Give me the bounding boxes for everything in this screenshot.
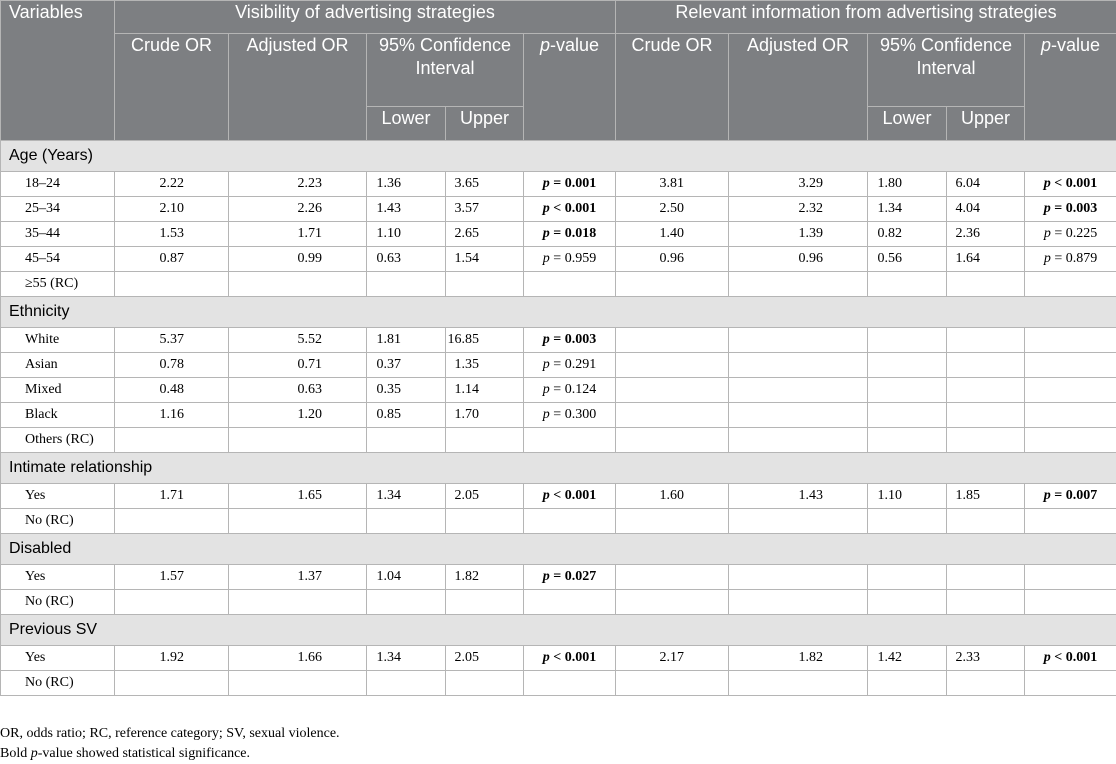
ci-lower-cell-2 (868, 353, 947, 378)
ci-upper-cell: 2.65 (446, 222, 524, 247)
table-body (1, 141, 1116, 696)
table-row (1, 378, 1116, 403)
crude-or-cell: 1.71 (115, 484, 229, 509)
p-value-cell (524, 428, 616, 453)
table-row (1, 565, 1116, 590)
adjusted-or-cell-2: 1.43 (729, 484, 868, 509)
p-value-cell (524, 272, 616, 297)
adjusted-or-cell-2 (729, 272, 868, 297)
ci-lower-cell: 0.37 (367, 353, 446, 378)
ci-lower-cell-2: 0.56 (868, 247, 947, 272)
ci-upper-cell-2 (947, 378, 1025, 403)
crude-or-cell: 0.78 (115, 353, 229, 378)
ci-lower-cell: 1.04 (367, 565, 446, 590)
crude-or-cell: 1.16 (115, 403, 229, 428)
row-label: Others (RC) (1, 428, 115, 453)
ci-upper-cell-2: 1.64 (947, 247, 1025, 272)
ci-upper-cell: 1.70 (446, 403, 524, 428)
ci-upper-cell: 3.57 (446, 197, 524, 222)
lower-header-2: Lower (868, 107, 947, 141)
ci-upper-cell-2 (947, 328, 1025, 353)
table-row (1, 646, 1116, 671)
row-label: 45–54 (1, 247, 115, 272)
adjusted-or-cell: 1.65 (229, 484, 367, 509)
row-label: ≥55 (RC) (1, 272, 115, 297)
table-row (1, 172, 1116, 197)
row-label: Mixed (1, 378, 115, 403)
ci-lower-cell (367, 671, 446, 696)
crude-or-cell: 5.37 (115, 328, 229, 353)
adjusted-or-cell (229, 590, 367, 615)
p-value-cell-2: p = 0.007 (1025, 484, 1116, 509)
p-value-cell-2: p = 0.879 (1025, 247, 1116, 272)
ci-lower-cell: 0.63 (367, 247, 446, 272)
adjusted-or-cell-2 (729, 590, 868, 615)
row-label: Black (1, 403, 115, 428)
table-row (1, 484, 1116, 509)
crude-or-cell: 1.57 (115, 565, 229, 590)
adjusted-or-cell (229, 671, 367, 696)
p-value-cell: p = 0.300 (524, 403, 616, 428)
row-label: White (1, 328, 115, 353)
adjusted-or-cell: 2.26 (229, 197, 367, 222)
p-value-cell: p < 0.001 (524, 484, 616, 509)
section-title: Disabled (1, 534, 1116, 565)
ci-upper-cell-2 (947, 590, 1025, 615)
ci-lower-cell-2 (868, 671, 947, 696)
visibility-group-header: Visibility of advertising strategies (115, 1, 616, 34)
ci-upper-cell (446, 509, 524, 534)
ci-upper-cell: 2.05 (446, 484, 524, 509)
p-value-cell-2 (1025, 428, 1116, 453)
crude-or-cell-2: 0.96 (616, 247, 729, 272)
crude-or-cell (115, 671, 229, 696)
adjusted-or-cell: 5.52 (229, 328, 367, 353)
ci-lower-cell-2: 1.80 (868, 172, 947, 197)
ci-upper-cell-2 (947, 272, 1025, 297)
ci-upper-cell-2: 2.33 (947, 646, 1025, 671)
adjusted-or-cell: 2.23 (229, 172, 367, 197)
p-value-cell: p = 0.018 (524, 222, 616, 247)
row-label: No (RC) (1, 509, 115, 534)
row-label: Yes (1, 565, 115, 590)
lower-header: Lower (367, 107, 446, 141)
p-value-cell (524, 590, 616, 615)
ci-lower-cell: 0.85 (367, 403, 446, 428)
ci-upper-cell (446, 428, 524, 453)
ci-lower-cell-2 (868, 565, 947, 590)
row-label: Yes (1, 646, 115, 671)
crude-or-cell: 2.10 (115, 197, 229, 222)
adjusted-or-cell (229, 428, 367, 453)
row-label: Yes (1, 484, 115, 509)
ci-header-2: 95% Confidence Interval (868, 34, 1025, 107)
p-value-cell: p = 0.959 (524, 247, 616, 272)
table-row (1, 509, 1116, 534)
adjusted-or-cell: 0.63 (229, 378, 367, 403)
adjusted-or-cell: 1.71 (229, 222, 367, 247)
ci-upper-cell (446, 671, 524, 696)
p-value-cell-2 (1025, 378, 1116, 403)
ci-lower-cell (367, 272, 446, 297)
p-value-cell-2 (1025, 565, 1116, 590)
section-row (1, 297, 1116, 328)
ci-lower-cell: 1.43 (367, 197, 446, 222)
p-value-cell-2: p < 0.001 (1025, 646, 1116, 671)
crude-or-cell: 1.53 (115, 222, 229, 247)
ci-upper-cell: 1.54 (446, 247, 524, 272)
section-title: Intimate relationship (1, 453, 1116, 484)
adjusted-or-header: Adjusted OR (229, 34, 367, 141)
section-title: Age (Years) (1, 141, 1116, 172)
crude-or-cell (115, 509, 229, 534)
table-row (1, 353, 1116, 378)
ci-upper-cell: 1.14 (446, 378, 524, 403)
section-row (1, 534, 1116, 565)
adjusted-or-cell-2 (729, 671, 868, 696)
crude-or-cell: 1.92 (115, 646, 229, 671)
adjusted-or-cell-2: 1.39 (729, 222, 868, 247)
table-row (1, 222, 1116, 247)
p-value-cell (524, 509, 616, 534)
adjusted-or-cell-2 (729, 403, 868, 428)
crude-or-cell-2 (616, 272, 729, 297)
table-row (1, 247, 1116, 272)
adjusted-or-cell: 0.99 (229, 247, 367, 272)
ci-upper-cell-2 (947, 565, 1025, 590)
ci-upper-cell (446, 272, 524, 297)
adjusted-or-cell-2 (729, 565, 868, 590)
ci-upper-cell: 3.65 (446, 172, 524, 197)
table-row (1, 197, 1116, 222)
crude-or-cell-2: 2.50 (616, 197, 729, 222)
crude-or-cell: 2.22 (115, 172, 229, 197)
ci-lower-cell-2 (868, 272, 947, 297)
ci-lower-cell-2 (868, 590, 947, 615)
crude-or-cell-2 (616, 509, 729, 534)
ci-lower-cell: 0.35 (367, 378, 446, 403)
ci-upper-cell-2 (947, 671, 1025, 696)
ci-upper-cell-2: 4.04 (947, 197, 1025, 222)
ci-lower-cell (367, 428, 446, 453)
ci-lower-cell-2: 1.10 (868, 484, 947, 509)
p-value-cell-2 (1025, 403, 1116, 428)
ci-lower-cell-2 (868, 509, 947, 534)
adjusted-or-cell-2: 1.82 (729, 646, 868, 671)
ci-upper-cell: 1.82 (446, 565, 524, 590)
p-value-cell-2: p = 0.225 (1025, 222, 1116, 247)
adjusted-or-cell: 0.71 (229, 353, 367, 378)
ci-upper-cell-2: 2.36 (947, 222, 1025, 247)
section-row (1, 453, 1116, 484)
row-label: No (RC) (1, 671, 115, 696)
crude-or-cell (115, 428, 229, 453)
table-row (1, 272, 1116, 297)
ci-lower-cell: 1.81 (367, 328, 446, 353)
adjusted-or-header-2: Adjusted OR (729, 34, 868, 141)
ci-lower-cell-2 (868, 428, 947, 453)
table-row (1, 590, 1116, 615)
p-value-cell: p = 0.027 (524, 565, 616, 590)
p-value-cell (524, 671, 616, 696)
ci-lower-cell: 1.10 (367, 222, 446, 247)
ci-upper-cell-2 (947, 509, 1025, 534)
p-value-cell-2 (1025, 328, 1116, 353)
crude-or-header-2: Crude OR (616, 34, 729, 141)
p-value-cell-2 (1025, 272, 1116, 297)
p-value-cell-2: p = 0.003 (1025, 197, 1116, 222)
crude-or-cell-2: 1.60 (616, 484, 729, 509)
p-value-header: p-value (524, 34, 616, 141)
crude-or-cell-2 (616, 428, 729, 453)
row-label: 35–44 (1, 222, 115, 247)
table-row (1, 403, 1116, 428)
upper-header-2: Upper (947, 107, 1025, 141)
ci-lower-cell-2: 1.34 (868, 197, 947, 222)
ci-upper-cell-2: 1.85 (947, 484, 1025, 509)
adjusted-or-cell-2 (729, 353, 868, 378)
variables-header: Variables (1, 1, 115, 141)
section-title: Previous SV (1, 615, 1116, 646)
adjusted-or-cell: 1.66 (229, 646, 367, 671)
p-value-cell-2 (1025, 353, 1116, 378)
ci-upper-cell-2 (947, 403, 1025, 428)
ci-upper-cell: 2.05 (446, 646, 524, 671)
crude-or-cell-2 (616, 378, 729, 403)
row-label: 18–24 (1, 172, 115, 197)
adjusted-or-cell: 1.37 (229, 565, 367, 590)
adjusted-or-cell-2 (729, 509, 868, 534)
adjusted-or-cell-2: 0.96 (729, 247, 868, 272)
row-label: Asian (1, 353, 115, 378)
adjusted-or-cell (229, 272, 367, 297)
table-row (1, 671, 1116, 696)
adjusted-or-cell-2: 3.29 (729, 172, 868, 197)
crude-or-cell-2 (616, 565, 729, 590)
row-label: 25–34 (1, 197, 115, 222)
ci-lower-cell (367, 509, 446, 534)
ci-lower-cell: 1.34 (367, 646, 446, 671)
footnotes (0, 724, 340, 764)
p-value-cell: p < 0.001 (524, 197, 616, 222)
crude-or-cell-2: 3.81 (616, 172, 729, 197)
crude-or-cell (115, 272, 229, 297)
crude-or-cell-2 (616, 671, 729, 696)
crude-or-cell (115, 590, 229, 615)
ci-upper-cell-2 (947, 353, 1025, 378)
ci-upper-cell (446, 590, 524, 615)
ci-lower-cell-2 (868, 378, 947, 403)
ci-upper-cell-2: 6.04 (947, 172, 1025, 197)
section-row (1, 141, 1116, 172)
crude-or-header: Crude OR (115, 34, 229, 141)
p-value-cell: p = 0.291 (524, 353, 616, 378)
crude-or-cell: 0.87 (115, 247, 229, 272)
table-row (1, 328, 1116, 353)
ci-upper-cell: 16.85 (446, 328, 524, 353)
ci-upper-cell-2 (947, 428, 1025, 453)
abbreviations-note: OR, odds ratio; RC, reference category; SV, sexual violence. (0, 724, 340, 744)
adjusted-or-cell-2 (729, 378, 868, 403)
adjusted-or-cell-2: 2.32 (729, 197, 868, 222)
p-value-cell-2 (1025, 509, 1116, 534)
p-value-cell-2: p < 0.001 (1025, 172, 1116, 197)
crude-or-cell-2 (616, 353, 729, 378)
ci-lower-cell-2 (868, 403, 947, 428)
ci-lower-cell: 1.34 (367, 484, 446, 509)
p-value-cell: p < 0.001 (524, 646, 616, 671)
ci-lower-cell-2: 0.82 (868, 222, 947, 247)
crude-or-cell-2 (616, 328, 729, 353)
p-value-cell: p = 0.003 (524, 328, 616, 353)
crude-or-cell-2: 1.40 (616, 222, 729, 247)
ci-lower-cell (367, 590, 446, 615)
adjusted-or-cell (229, 509, 367, 534)
adjusted-or-cell-2 (729, 328, 868, 353)
adjusted-or-cell: 1.20 (229, 403, 367, 428)
crude-or-cell-2: 2.17 (616, 646, 729, 671)
p-value-cell: p = 0.001 (524, 172, 616, 197)
crude-or-cell: 0.48 (115, 378, 229, 403)
p-value-cell-2 (1025, 590, 1116, 615)
upper-header: Upper (446, 107, 524, 141)
ci-lower-cell-2 (868, 328, 947, 353)
ci-header: 95% Confidence Interval (367, 34, 524, 107)
significance-note: Bold p-value showed statistical significance. (0, 744, 340, 764)
crude-or-cell-2 (616, 590, 729, 615)
ci-lower-cell-2: 1.42 (868, 646, 947, 671)
table-row (1, 428, 1116, 453)
relevant-info-group-header: Relevant information from advertising strategies (616, 1, 1116, 34)
ci-upper-cell: 1.35 (446, 353, 524, 378)
section-title: Ethnicity (1, 297, 1116, 328)
adjusted-or-cell-2 (729, 428, 868, 453)
p-value-cell-2 (1025, 671, 1116, 696)
section-row (1, 615, 1116, 646)
p-value-cell: p = 0.124 (524, 378, 616, 403)
ci-lower-cell: 1.36 (367, 172, 446, 197)
row-label: No (RC) (1, 590, 115, 615)
p-value-header-2: p-value (1025, 34, 1116, 141)
crude-or-cell-2 (616, 403, 729, 428)
